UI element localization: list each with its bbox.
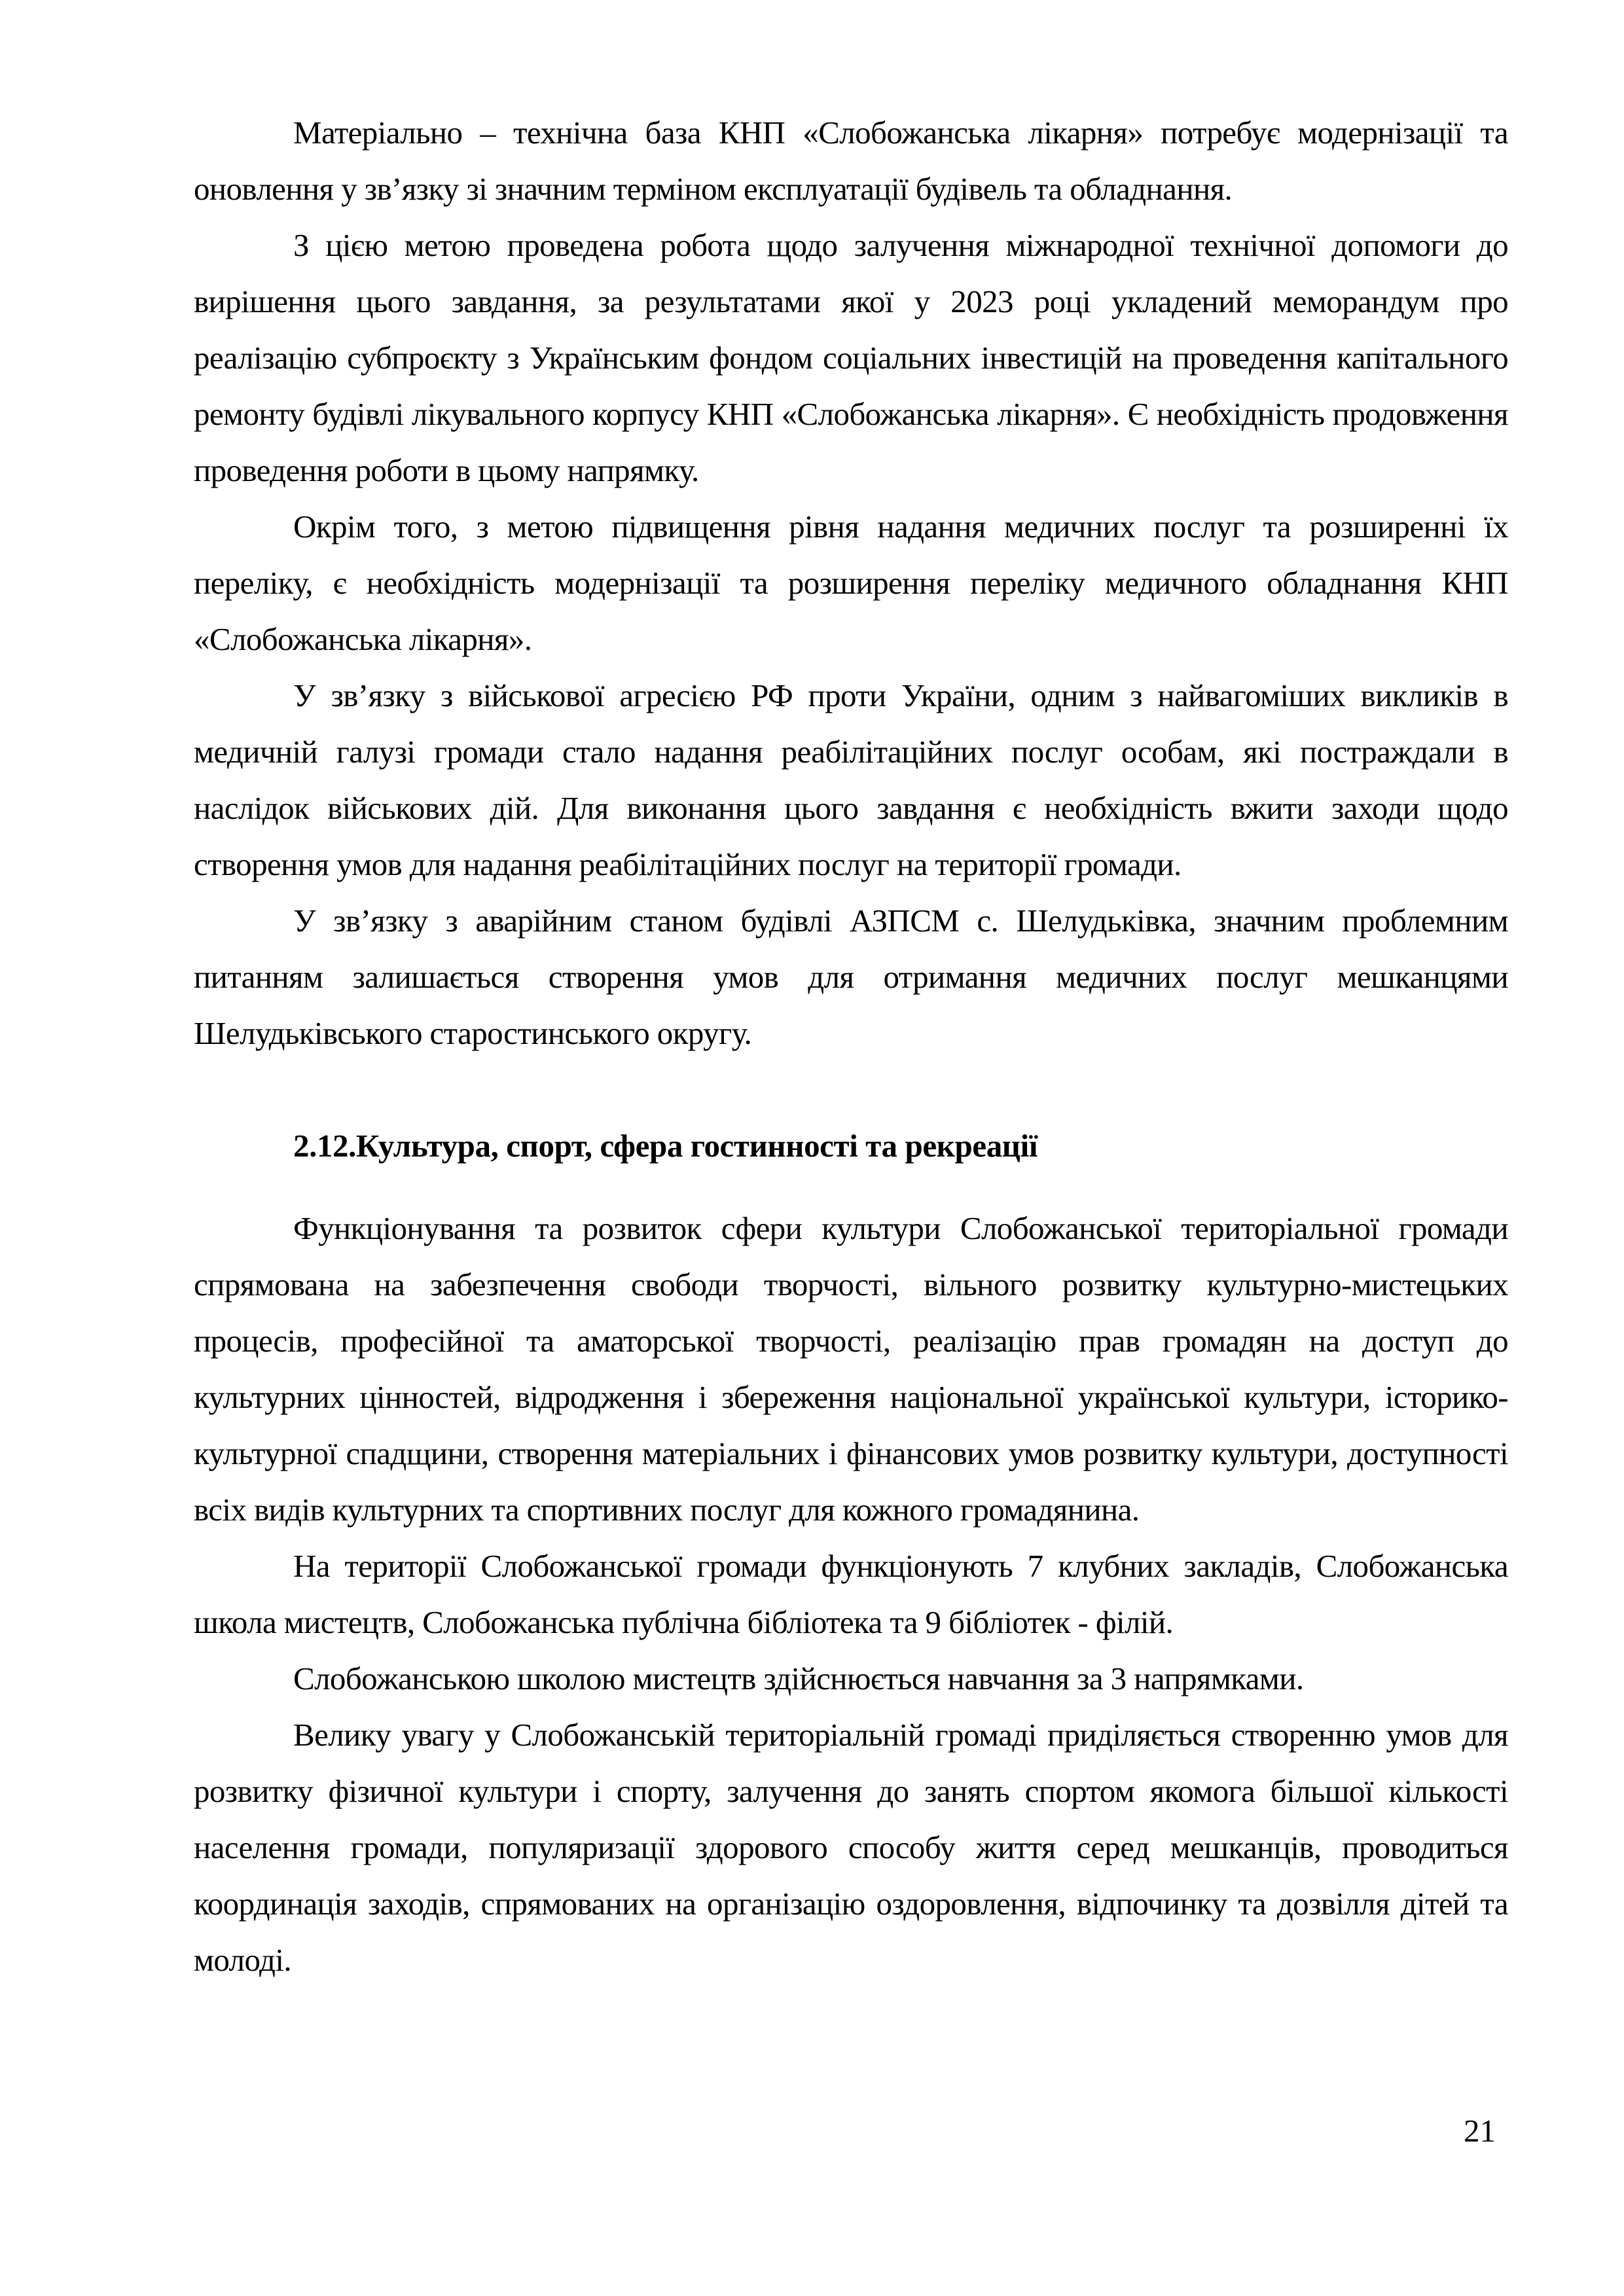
heading-spacer: [194, 1174, 1508, 1200]
paragraph-material-base: Матеріально – технічна база КНП «Слобожанська лікарня» потребує модернізації та оновлення у зв’язку зі значним терміном експлуатації будівель та обладнання.: [194, 115, 1508, 207]
paragraph-art-school: Слобожанською школою мистецтв здійснюється навчання за 3 напрямками.: [293, 1660, 1304, 1696]
paragraph-cultural-institutions: На території Слобожанської громади функціонують 7 клубних закладів, Слобожанська школа мистецтв, Слобожанська публічна бібліотека та 9 бібліотек - філій.: [194, 1548, 1508, 1640]
paragraph-equipment-modernization: Окрім того, з метою підвищення рівня надання медичних послуг та розширенні їх переліку, є необхідність модернізації та розширення переліку медичного обладнання КНП «Слобожанська лікарня».: [194, 509, 1508, 657]
page-body: [194, 105, 1508, 1988]
paragraph-international-aid: З цією метою проведена робота щодо залучення міжнародної технічної допомоги до вирішення цього завдання, за результатами якої у 2023 році укладений меморандум про реалізацію субпроєкту з Українським фондом соціальних інвестицій на проведення капітального ремонту будівлі лікувального корпусу КНП «Слобожанська лікарня». Є необхідність продовження проведення роботи в цьому напрямку.: [194, 227, 1508, 488]
section-heading: 2.12.Культура, спорт, сфера гостинності та рекреації: [293, 1128, 1038, 1164]
paragraph-culture-development: Функціонування та розвиток сфери культури Слобожанської територіальної громади спрямована на забезпечення свободи творчості, вільного розвитку культурно-мистецьких процесів, професійної та аматорської творчості, реалізацію прав громадян на доступ до культурних цінностей, відродження і збереження національної української культури, історико-культурної спадщини, створення матеріальних і фінансових умов розвитку культури, доступності всіх видів культурних та спортивних послуг для кожного громадянина.: [194, 1210, 1508, 1528]
page-number: 21: [1464, 2113, 1496, 2149]
paragraph-sports: Велику увагу у Слобожанській територіальній громаді приділяється створенню умов для розвитку фізичної культури і спорту, залучення до занять спортом якомога більшої кількості населення громади, популяризації здорового способу життя серед мешканців, проводиться координація заходів, спрямованих на організацію оздоровлення, відпочинку та дозвілля дітей та молоді.: [194, 1717, 1508, 1978]
paragraph-rehabilitation: У зв’язку з військової агресією РФ проти України, одним з найвагоміших викликів в медичній галузі громади стало надання реабілітаційних послуг особам, які постраждали в наслідок військових дій. Для виконання цього завдання є необхідність вжити заходи щодо створення умов для надання реабілітаційних послуг на території громади.: [194, 677, 1508, 882]
paragraph-azpsm-building: У зв’язку з аварійним станом будівлі АЗПСМ с. Шелудьківка, значним проблемним питанням залишається створення умов для отримання медичних послуг мешканцями Шелудьківського старостинського округу.: [194, 903, 1508, 1051]
section-spacer: [194, 1062, 1508, 1118]
